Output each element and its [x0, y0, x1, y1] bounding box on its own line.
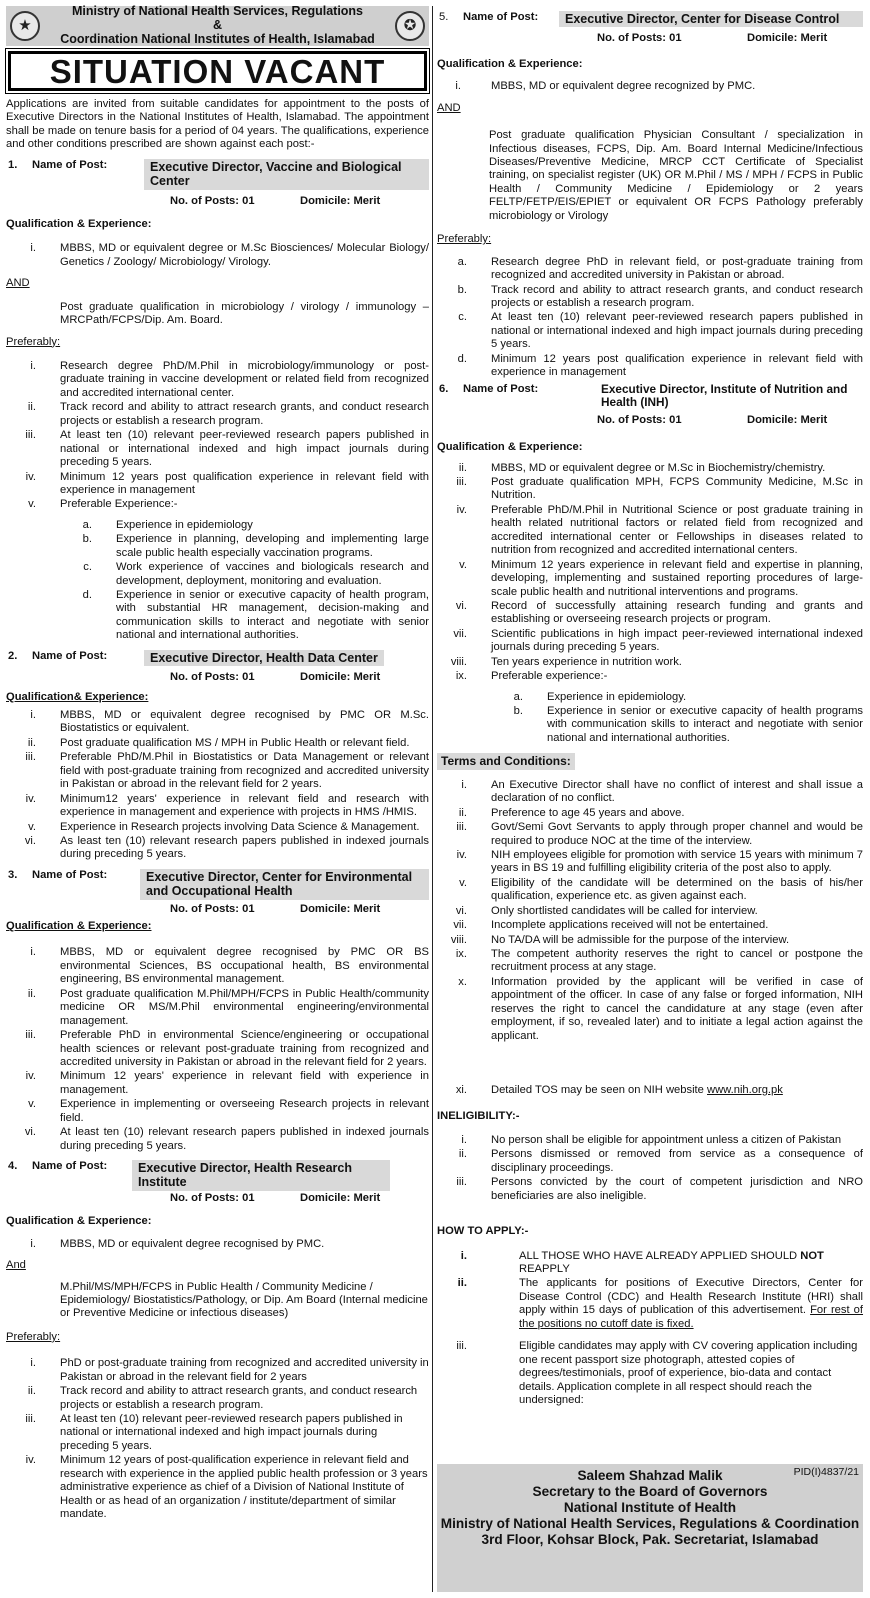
list-item	[6, 1126, 429, 1153]
list-item	[6, 498, 429, 511]
text-post1-pref-0-r: i.	[30, 360, 36, 372]
text-post6-items-4-t: Record of successfully attaining research funding and grants and establishing or overseeing research projects or program.	[491, 599, 863, 626]
list-item	[437, 670, 863, 683]
text-terms-items-7-t: No TA/DA will be admissible for the purpose of the interview.	[491, 933, 790, 946]
intro-paragraph: Applications are invited from suitable candidates for appointment to the posts of Executive Directors in the National Institutes of Health, Islamabad. The appointment shall be made on tenure basis for a period of 04 years. The qualifications, experience and other conditions prescribed are shown against each post:-	[6, 98, 429, 151]
list-item	[437, 462, 863, 475]
text-post1-sub-0-t: Experience in epidemiology	[116, 518, 253, 531]
text-post4-pref-2-t: At least ten (10) relevant peer-reviewed research papers published in national or international indexed and high impact journals during preceding 5 years.	[60, 1413, 403, 1452]
text-post4-pref-0-r: i.	[30, 1357, 36, 1370]
list-item	[6, 1238, 429, 1251]
preferably-heading: Preferably:	[437, 233, 492, 246]
list-item	[6, 709, 429, 736]
preferably-heading: Preferably:	[6, 335, 61, 348]
list-item	[437, 705, 863, 745]
text-post6-items-2-t: Preferable PhD/M.Phil in Nutritional Science or post graduate training in health related nutritional factors or related field from recognized and accredited international center or Fellowships in diseases related to nutrition from recognized and accredited international centers.	[491, 503, 863, 557]
list-item	[6, 793, 429, 820]
list-item	[6, 988, 429, 1028]
post-6-title: Executive Director, Institute of Nutrition and Health (INH)	[601, 381, 848, 410]
text-post1-sub-2-r: c.	[83, 561, 92, 574]
text-apply-ii_underline: For rest of the positions no cutoff date is fixed.	[519, 1304, 864, 1330]
post-3-heading	[6, 869, 429, 900]
post-2-list	[6, 709, 429, 862]
text-header-ministry_line1: Ministry of National Health Services, Regulations	[71, 4, 364, 19]
text-post6-sub-1-t: Experience in senior or executive capacity of health programs with communication skills to interact and negotiate with senior national and international authorities.	[547, 705, 863, 744]
post-1-title: Executive Director, Vaccine and Biological Center	[144, 159, 429, 190]
list-item	[437, 80, 863, 93]
text-post5-q1-t: MBBS, MD or equivalent degree recognized by PMC.	[491, 80, 756, 93]
post-4-heading	[6, 1160, 429, 1191]
text-post3-items-0-r: i.	[30, 946, 36, 959]
list-item	[6, 561, 429, 588]
text-terms-items-4-r: v.	[459, 876, 467, 889]
list-item	[6, 589, 429, 643]
text-post1-num: 1.	[8, 158, 18, 171]
list-item	[437, 256, 863, 283]
list-item	[437, 691, 863, 704]
list-item	[437, 1340, 863, 1407]
list-item	[437, 905, 863, 918]
text-terms-items-1-t: Preference to age 45 years and above.	[491, 806, 685, 819]
text-labels-no_of_posts: No. of Posts: 01	[170, 1191, 255, 1204]
list-item	[6, 1098, 429, 1125]
text-post2-items-5-t: As least ten (10) relevant research papers published in indexed journals during preceding 5 years.	[60, 834, 429, 861]
text-ineligibility-items-1-r: ii.	[458, 1148, 467, 1161]
text-post2-items-1-r: ii.	[27, 736, 36, 749]
text-labels-no_of_posts: No. of Posts: 01	[597, 413, 682, 426]
text-post3-items-3-t: Minimum 12 years' experience in relevant field with experience in management.	[60, 1070, 429, 1096]
text-post1-pref-2-t: At least ten (10) relevant peer-reviewed research papers published in national or international indexed and high impact journals during preceding 5 years.	[60, 429, 429, 469]
list-item	[6, 835, 429, 862]
text-terms-xi_text: Detailed TOS may be seen on NIH website	[491, 1084, 707, 1097]
list-item	[6, 1454, 429, 1521]
text-post6-items-6-t: Ten years experience in nutrition work.	[491, 655, 682, 668]
list-item	[6, 242, 429, 269]
post-1-pref-list	[6, 360, 429, 643]
text-ineligibility-items-0-r: i.	[461, 1133, 467, 1146]
emblem-left-icon: ★	[10, 11, 40, 41]
post-3-qual-heading: Qualification & Experience:	[6, 920, 152, 932]
text-post6-items-5-t: Scientific publications in high impact peer-reviewed international indexed journals during preceding 5 years.	[491, 627, 863, 654]
text-labels-no_of_posts: No. of Posts: 01	[597, 32, 682, 45]
text-post2-num: 2.	[8, 649, 18, 662]
text-post2-items-2-t: Preferable PhD/M.Phil in Biostatistics or Data Management or relevant field with post-graduate training from recognized and accredited university in Pakistan or abroad in the relevant field for 2 years.	[60, 751, 429, 791]
text-post6-sub-1-r: b.	[513, 705, 523, 717]
text-apply-ii_text: The applicants for positions of Executive Directors, Center for Disease Control (CDC) and Health Research Institute (HRI) shall apply within 15 days of publication of this advertisement.	[519, 1277, 863, 1317]
text-post3-items-1-r: ii.	[27, 987, 36, 1000]
text-post3-items-5-r: vi.	[24, 1126, 36, 1139]
post-1-and-text: Post graduate qualification in microbiology / virology / immunology – MRCPath/FCPS/Dip. Am. Board.	[60, 300, 429, 327]
signatory-name: Saleem Shahzad Malik	[577, 1468, 723, 1483]
text-signature-line4: Ministry of National Health Services, Regulations & Coordination	[440, 1515, 860, 1531]
list-item	[437, 504, 863, 558]
list-item	[6, 519, 429, 532]
column-divider	[432, 6, 433, 1592]
text-terms-items-0-t: An Executive Director shall have no conflict of interest and shall issue a declaration of no conflict.	[491, 778, 863, 805]
text-post1-sub-2-t: Work experience of vaccines and biologicals research and development, deployment, monitoring and evaluation.	[116, 561, 429, 587]
text-post1-pref-4-r: v.	[28, 498, 36, 511]
text-apply-i_bold: NOT	[800, 1249, 824, 1262]
text-signature-line5: 3rd Floor, Kohsar Block, Pak. Secretariat, Islamabad	[481, 1531, 819, 1547]
text-post1-sub-3-t: Experience in senior or executive capacity of health program, with substantial HR management, decision-making and communication skills to interact and negotiate with senior national and international authorities.	[116, 589, 429, 642]
text-apply-i_text: ALL THOSE WHO HAVE ALREADY APPLIED SHOULD	[519, 1249, 801, 1262]
preferably-heading: Preferably:	[6, 1330, 61, 1343]
text-post1-pref-1-r: ii.	[27, 401, 36, 414]
post-6-list	[437, 462, 863, 746]
text-post4-num: 4.	[8, 1160, 18, 1172]
list-item	[437, 919, 863, 932]
text-terms-items-6-t: Incomplete applications received will not be entertained.	[491, 919, 769, 932]
list-item	[6, 946, 429, 986]
text-terms-items-7-r: viii.	[450, 933, 467, 946]
text-post5-pref-3-r: d.	[457, 352, 467, 365]
left-column	[6, 6, 429, 1522]
list-item	[437, 948, 863, 975]
post-5-qual-heading: Qualification & Experience:	[437, 57, 583, 70]
text-labels-name_of_post: Name of Post:	[463, 11, 539, 23]
ineligibility-list	[437, 1134, 863, 1203]
text-post1-pref-3-r: iv.	[25, 470, 36, 483]
text-post6-items-5-r: vii.	[453, 627, 467, 640]
text-post3-num: 3.	[8, 868, 18, 881]
list-item	[6, 1413, 429, 1453]
text-post5-num: 5.	[439, 11, 449, 23]
text-ineligibility-items-1-t: Persons dismissed or removed from service as a consequence of disciplinary proceedings.	[491, 1148, 863, 1174]
text-apply-iii_r: iii.	[456, 1340, 467, 1353]
post-2-heading	[6, 650, 429, 666]
list-item	[6, 737, 429, 750]
list-item	[437, 311, 863, 351]
text-post3-items-1-t: Post graduate qualification M.Phil/MPH/FCPS in Public Health/community medicine OR MS/M.Phil environmental engineering/environmental management.	[60, 987, 429, 1027]
text-post5-pref-2-r: c.	[458, 311, 467, 324]
text-post1-pref-1-t: Track record and ability to attract research grants, and conduct research projects or establish a research program.	[60, 401, 429, 427]
list-item	[6, 751, 429, 791]
text-post3-items-2-t: Preferable PhD in environmental Science/engineering or occupational health sciences or relevant post-graduate training from recognized and accredited university in Pakistan or abroad in the relevant field for 2 years.	[60, 1029, 429, 1068]
list-item	[6, 533, 429, 560]
list-item	[437, 849, 863, 876]
text-post5-pref-2-t: At least ten (10) relevant peer-reviewed research papers published in national or international indexed and high impact journals during preceding 5 years.	[491, 311, 863, 351]
list-item	[437, 559, 863, 599]
text-post4-q1-r: i.	[30, 1237, 36, 1250]
post-5-count	[437, 32, 863, 45]
post-5-heading	[437, 11, 863, 27]
text-signature-line2: Secretary to the Board of Governors	[532, 1483, 768, 1499]
text-post6-items-0-r: ii.	[458, 461, 467, 474]
text-post4-pref-3-t: Minimum 12 years of post-qualification experience in relevant field and research with experience in the applied public health profession or 3 years administrative experience as chief of a Division of National Institute of Health or as head of an organization / institute/department of similar mandate.	[60, 1454, 428, 1521]
text-labels-name_of_post: Name of Post:	[463, 382, 539, 395]
text-post3-items-5-t: At least ten (10) relevant research papers published in indexed journals during preceding 5 years.	[60, 1126, 429, 1152]
post-1-count	[6, 195, 429, 208]
list-item	[6, 401, 429, 428]
text-post6-items-1-r: iii.	[456, 476, 467, 488]
ministry-header	[6, 6, 429, 46]
ineligibility-heading: INELIGIBILITY:-	[437, 1109, 520, 1122]
text-ineligibility-items-2-r: iii.	[456, 1176, 467, 1189]
post-5-title: Executive Director, Center for Disease Control	[559, 11, 863, 27]
text-post3-items-4-r: v.	[28, 1098, 36, 1111]
text-terms-items-3-t: NIH employees eligible for promotion with service 15 years with minimum 7 years in BS 19 and fulfilling eligibility criteria of the post also to apply.	[491, 848, 863, 875]
text-terms-items-6-r: vii.	[453, 919, 467, 932]
ministry-title	[40, 5, 395, 46]
text-apply-i_r: i.	[460, 1249, 467, 1262]
text-terms-xi_r: xi.	[455, 1084, 467, 1097]
text-signature-line3: National Institute of Health	[563, 1499, 737, 1515]
list-item	[437, 1084, 863, 1097]
list-item	[437, 1277, 863, 1331]
list-item	[437, 628, 863, 655]
text-post4-pref-1-r: ii.	[27, 1385, 36, 1398]
text-post2-items-5-r: vi.	[24, 834, 36, 847]
text-labels-name_of_post: Name of Post:	[32, 1160, 108, 1172]
text-post6-items-0-t: MBBS, MD or equivalent degree or M.Sc in Biochemistry/chemistry.	[491, 461, 826, 474]
text-post5-pref-1-t: Track record and ability to attract research grants, and conduct research projects or establish a research program.	[491, 283, 863, 309]
post-2-count	[6, 671, 429, 684]
post-5-and-text: Post graduate qualification Physician Consultant / specialization in Infectious diseases, FCPS, Dip. Am. Board Internal Medicine/Infectious Diseases/Preventive Medicine, MRCP CCT Certificate of Specialist training, on specialist register (UK) OR M.Phil / MS / MPH / FCPS in Public Health / Community Medicine / Epidemiology or 2 years FELTP/FETP/EIS/EPIET or equivalent OR FCPS Pathology preferably microbiology or Virology	[489, 129, 863, 222]
text-post5-q1-r: i.	[455, 80, 461, 93]
text-post2-items-4-t: Experience in Research projects involving Data Science & Management.	[60, 820, 420, 833]
list-item	[437, 1250, 863, 1277]
list-item	[6, 1070, 429, 1097]
text-apply-iii_text: Eligible candidates may apply with CV covering application including one recent passport size photograph, attested copies of degrees/testimonials, proof of experience, bio-data and contact details. Application complete in all respect should reach the undersigned:	[519, 1340, 858, 1406]
text-labels-domicile: Domicile: Merit	[300, 671, 381, 684]
terms-heading: Terms and Conditions:	[437, 753, 575, 769]
text-terms-items-2-r: iii.	[456, 821, 467, 834]
text-post6-sub-0-r: a.	[513, 690, 523, 703]
text-labels-domicile: Domicile: Merit	[747, 413, 828, 426]
text-post3-items-3-r: iv.	[25, 1070, 36, 1083]
text-header-ministry_line2: &	[212, 18, 223, 33]
post-1-qual-heading: Qualification & Experience:	[6, 217, 152, 230]
text-post2-items-2-r: iii.	[25, 751, 36, 764]
text-labels-no_of_posts: No. of Posts: 01	[170, 902, 255, 915]
text-apply-ii_r: ii.	[457, 1277, 467, 1290]
text-post4-pref-0-t: PhD or post-graduate training from recognized and accredited university in Pakistan or abroad in the relevant field for 2 years	[60, 1357, 429, 1383]
text-post2-items-1-t: Post graduate qualification MS / MPH in Public Health or relevant field.	[60, 736, 410, 749]
text-post1-pref-4-t: Preferable Experience:-	[60, 498, 178, 511]
text-post1-sub-3-r: d.	[82, 589, 92, 601]
and-heading: And	[6, 1259, 26, 1272]
text-post2-items-3-r: iv.	[25, 792, 36, 805]
text-labels-name_of_post: Name of Post:	[32, 158, 108, 171]
text-post6-items-2-r: iv.	[456, 503, 467, 516]
text-terms-items-1-r: ii.	[458, 806, 467, 819]
text-terms-items-5-t: Only shortlisted candidates will be called for interview.	[491, 904, 758, 917]
text-terms-items-9-r: x.	[458, 975, 467, 988]
text-post1-sub-1-r: b.	[82, 533, 92, 546]
text-terms-items-8-t: The competent authority reserves the right to cancel or postpone the recruitment process at any stage.	[491, 948, 863, 974]
text-post5-pref-3-t: Minimum 12 years post qualification experience in relevant field with experience in management	[491, 352, 863, 379]
emblem-right-icon: ✪	[395, 11, 425, 41]
text-terms-items-5-r: vi.	[455, 904, 467, 917]
text-post1-sub-0-r: a.	[82, 518, 92, 531]
post-4-pref-list	[6, 1357, 429, 1521]
text-post6-items-7-t: Preferable experience:-	[491, 670, 608, 683]
list-item	[6, 429, 429, 469]
text-terms-items-2-t: Govt/Semi Govt Servants to apply through proper channel and would be required to produce NOC at the time of the interview.	[491, 821, 863, 847]
right-column	[437, 6, 863, 1407]
text-post4-pref-1-t: Track record and ability to attract research grants, and conduct research projects or establish a research program.	[60, 1385, 418, 1411]
text-post6-items-3-r: v.	[459, 558, 467, 571]
list-item	[437, 1148, 863, 1175]
text-terms-items-8-r: ix.	[455, 948, 467, 960]
text-post2-items-4-r: v.	[28, 820, 36, 833]
and-heading: AND	[6, 277, 30, 290]
nih-website-link[interactable]: www.nih.org.pk	[707, 1084, 783, 1097]
list-item	[6, 1385, 429, 1412]
text-post6-items-6-r: viii.	[450, 655, 467, 668]
text-terms-items-4-t: Eligibility of the candidate will be determined on the basis of his/her qualification, experience etc. as given against each.	[491, 876, 863, 903]
text-post3-items-0-t: MBBS, MD or equivalent degree recognised by PMC OR BS environmental Sciences, BS occupational health, BS environmental engineering, BS environmental management.	[60, 946, 429, 986]
text-post1-q1-r: i.	[30, 242, 36, 255]
text-post4-pref-3-r: iv.	[25, 1454, 36, 1467]
list-item	[437, 807, 863, 820]
apply-list	[437, 1250, 863, 1408]
list-item	[437, 779, 863, 806]
text-post3-items-4-t: Experience in implementing or overseeing Research projects in relevant field.	[60, 1098, 429, 1124]
list-item	[437, 821, 863, 848]
text-post5-pref-0-r: a.	[457, 255, 467, 268]
text-ineligibility-items-2-t: Persons convicted by the court of competent jurisdiction and NRO beneficiaries are also ineligible.	[491, 1176, 863, 1202]
list-item	[6, 1029, 429, 1069]
text-post4-pref-2-r: iii.	[25, 1413, 36, 1425]
text-terms-items-9-t: Information provided by the applicant will be verified in case of appointment of the officer. In case of any false or forged information, NIH reserves the right to cancel the candidature at any stage (even after employment, if so, revealed later) and to initiate a legal action against the applicant.	[491, 975, 863, 1042]
list-item	[437, 353, 863, 380]
post-2-title: Executive Director, Health Data Center	[144, 650, 384, 666]
text-ineligibility-items-0-t: No person shall be eligible for appointment unless a citizen of Pakistan	[491, 1133, 842, 1146]
text-post2-items-0-t: MBBS, MD or equivalent degree recognised by PMC OR M.Sc. Biostatistics or equivalent.	[60, 709, 429, 735]
text-labels-no_of_posts: No. of Posts: 01	[170, 194, 255, 207]
list-item	[6, 360, 429, 400]
list-item	[437, 600, 863, 627]
post-3-title: Executive Director, Center for Environmental and Occupational Health	[140, 869, 429, 900]
post-2-qual-heading: Qualification& Experience:	[6, 690, 149, 703]
text-post1-pref-2-r: iii.	[25, 429, 36, 442]
post-6-count	[437, 414, 863, 427]
list-item	[437, 1176, 863, 1203]
post-4-title: Executive Director, Health Research Institute	[132, 1160, 390, 1191]
text-post6-items-3-t: Minimum 12 years experience in relevant field and expertise in planning, developing, implementing and sustained reporting procedures of large-scale public health and nutritional interventions and programs.	[491, 558, 863, 598]
text-post4-q1-t: MBBS, MD or equivalent degree recognised by PMC.	[60, 1237, 325, 1250]
terms-list	[437, 779, 863, 1098]
list-item	[6, 471, 429, 498]
text-labels-domicile: Domicile: Merit	[300, 194, 381, 207]
text-labels-domicile: Domicile: Merit	[300, 1191, 381, 1204]
list-item	[437, 656, 863, 669]
situation-vacant-banner: SITUATION VACANT	[8, 51, 427, 91]
post-1-heading	[6, 159, 429, 190]
text-post6-items-7-r: ix.	[455, 670, 467, 683]
text-post2-items-3-t: Minimum12 years' experience in relevant field and research with experience in management and experience with projects in HMS /HMIS.	[60, 792, 429, 819]
text-post3-items-2-r: iii.	[25, 1029, 36, 1042]
list-item	[437, 284, 863, 311]
list-item	[6, 821, 429, 834]
post-3-list	[6, 946, 429, 1153]
post-4-qual-heading: Qualification & Experience:	[6, 1215, 152, 1228]
and-heading: AND	[437, 101, 461, 114]
how-to-apply-heading: HOW TO APPLY:-	[437, 1225, 529, 1238]
list-item	[437, 1134, 863, 1147]
text-terms-items-3-r: iv.	[456, 848, 467, 861]
text-post5-pref-1-r: b.	[457, 283, 467, 296]
text-post6-sub-0-t: Experience in epidemiology.	[547, 690, 687, 703]
text-labels-domicile: Domicile: Merit	[300, 902, 381, 915]
text-post2-items-0-r: i.	[30, 709, 36, 721]
list-item	[437, 877, 863, 904]
text-header-ministry_line3: Coordination National Institutes of Health, Islamabad	[60, 31, 375, 46]
post-6-heading	[437, 383, 863, 410]
list-item	[437, 934, 863, 947]
list-item	[437, 976, 863, 1043]
text-post1-sub-1-t: Experience in planning, developing and implementing large scale public health especially vaccination programs.	[116, 533, 429, 559]
text-post1-pref-0-t: Research degree PhD/M.Phil in microbiology/immunology or post-graduate training in vaccine development or related field from recognized and accredited international center.	[60, 360, 429, 399]
signature-block	[437, 1464, 863, 1592]
text-apply-i_tail: REAPPLY	[519, 1263, 570, 1275]
text-terms-items-0-r: i.	[461, 778, 467, 791]
text-labels-name_of_post: Name of Post:	[32, 649, 108, 662]
post-4-count	[6, 1192, 429, 1205]
text-labels-no_of_posts: No. of Posts: 01	[170, 671, 255, 684]
text-post1-q1-t: MBBS, MD or equivalent degree or M.Sc Biosciences/ Molecular Biology/ Genetics / Zoology/ Microbiology/ Virology.	[60, 242, 429, 268]
text-post6-items-1-t: Post graduate qualification MPH, FCPS Community Medicine, M.Sc in Nutrition.	[491, 476, 863, 502]
post-6-qual-heading: Qualification & Experience:	[437, 441, 583, 454]
list-item	[6, 1357, 429, 1384]
text-labels-name_of_post: Name of Post:	[32, 868, 108, 881]
list-item	[437, 476, 863, 503]
post-3-count	[6, 903, 429, 916]
text-post6-items-4-r: vi.	[455, 599, 467, 612]
post-4-and-text: M.Phil/MS/MPH/FCPS in Public Health / Community Medicine / Epidemiology/ Biostatistics/Pathology, or Dip. Am Board (Internal medicine or Preventive Medicine or infectious diseases)	[60, 1280, 428, 1320]
post-5-pref-list	[437, 256, 863, 380]
text-post6-num: 6.	[439, 382, 449, 395]
pid-number: PID(I)4837/21	[793, 1466, 859, 1478]
text-post1-pref-3-t: Minimum 12 years post qualification experience in relevant field with experience in management	[60, 470, 429, 496]
text-labels-domicile: Domicile: Merit	[747, 32, 828, 45]
text-post5-pref-0-t: Research degree PhD in relevant field, or post-graduate training from recognized and accredited university in Pakistan or abroad.	[491, 255, 863, 282]
